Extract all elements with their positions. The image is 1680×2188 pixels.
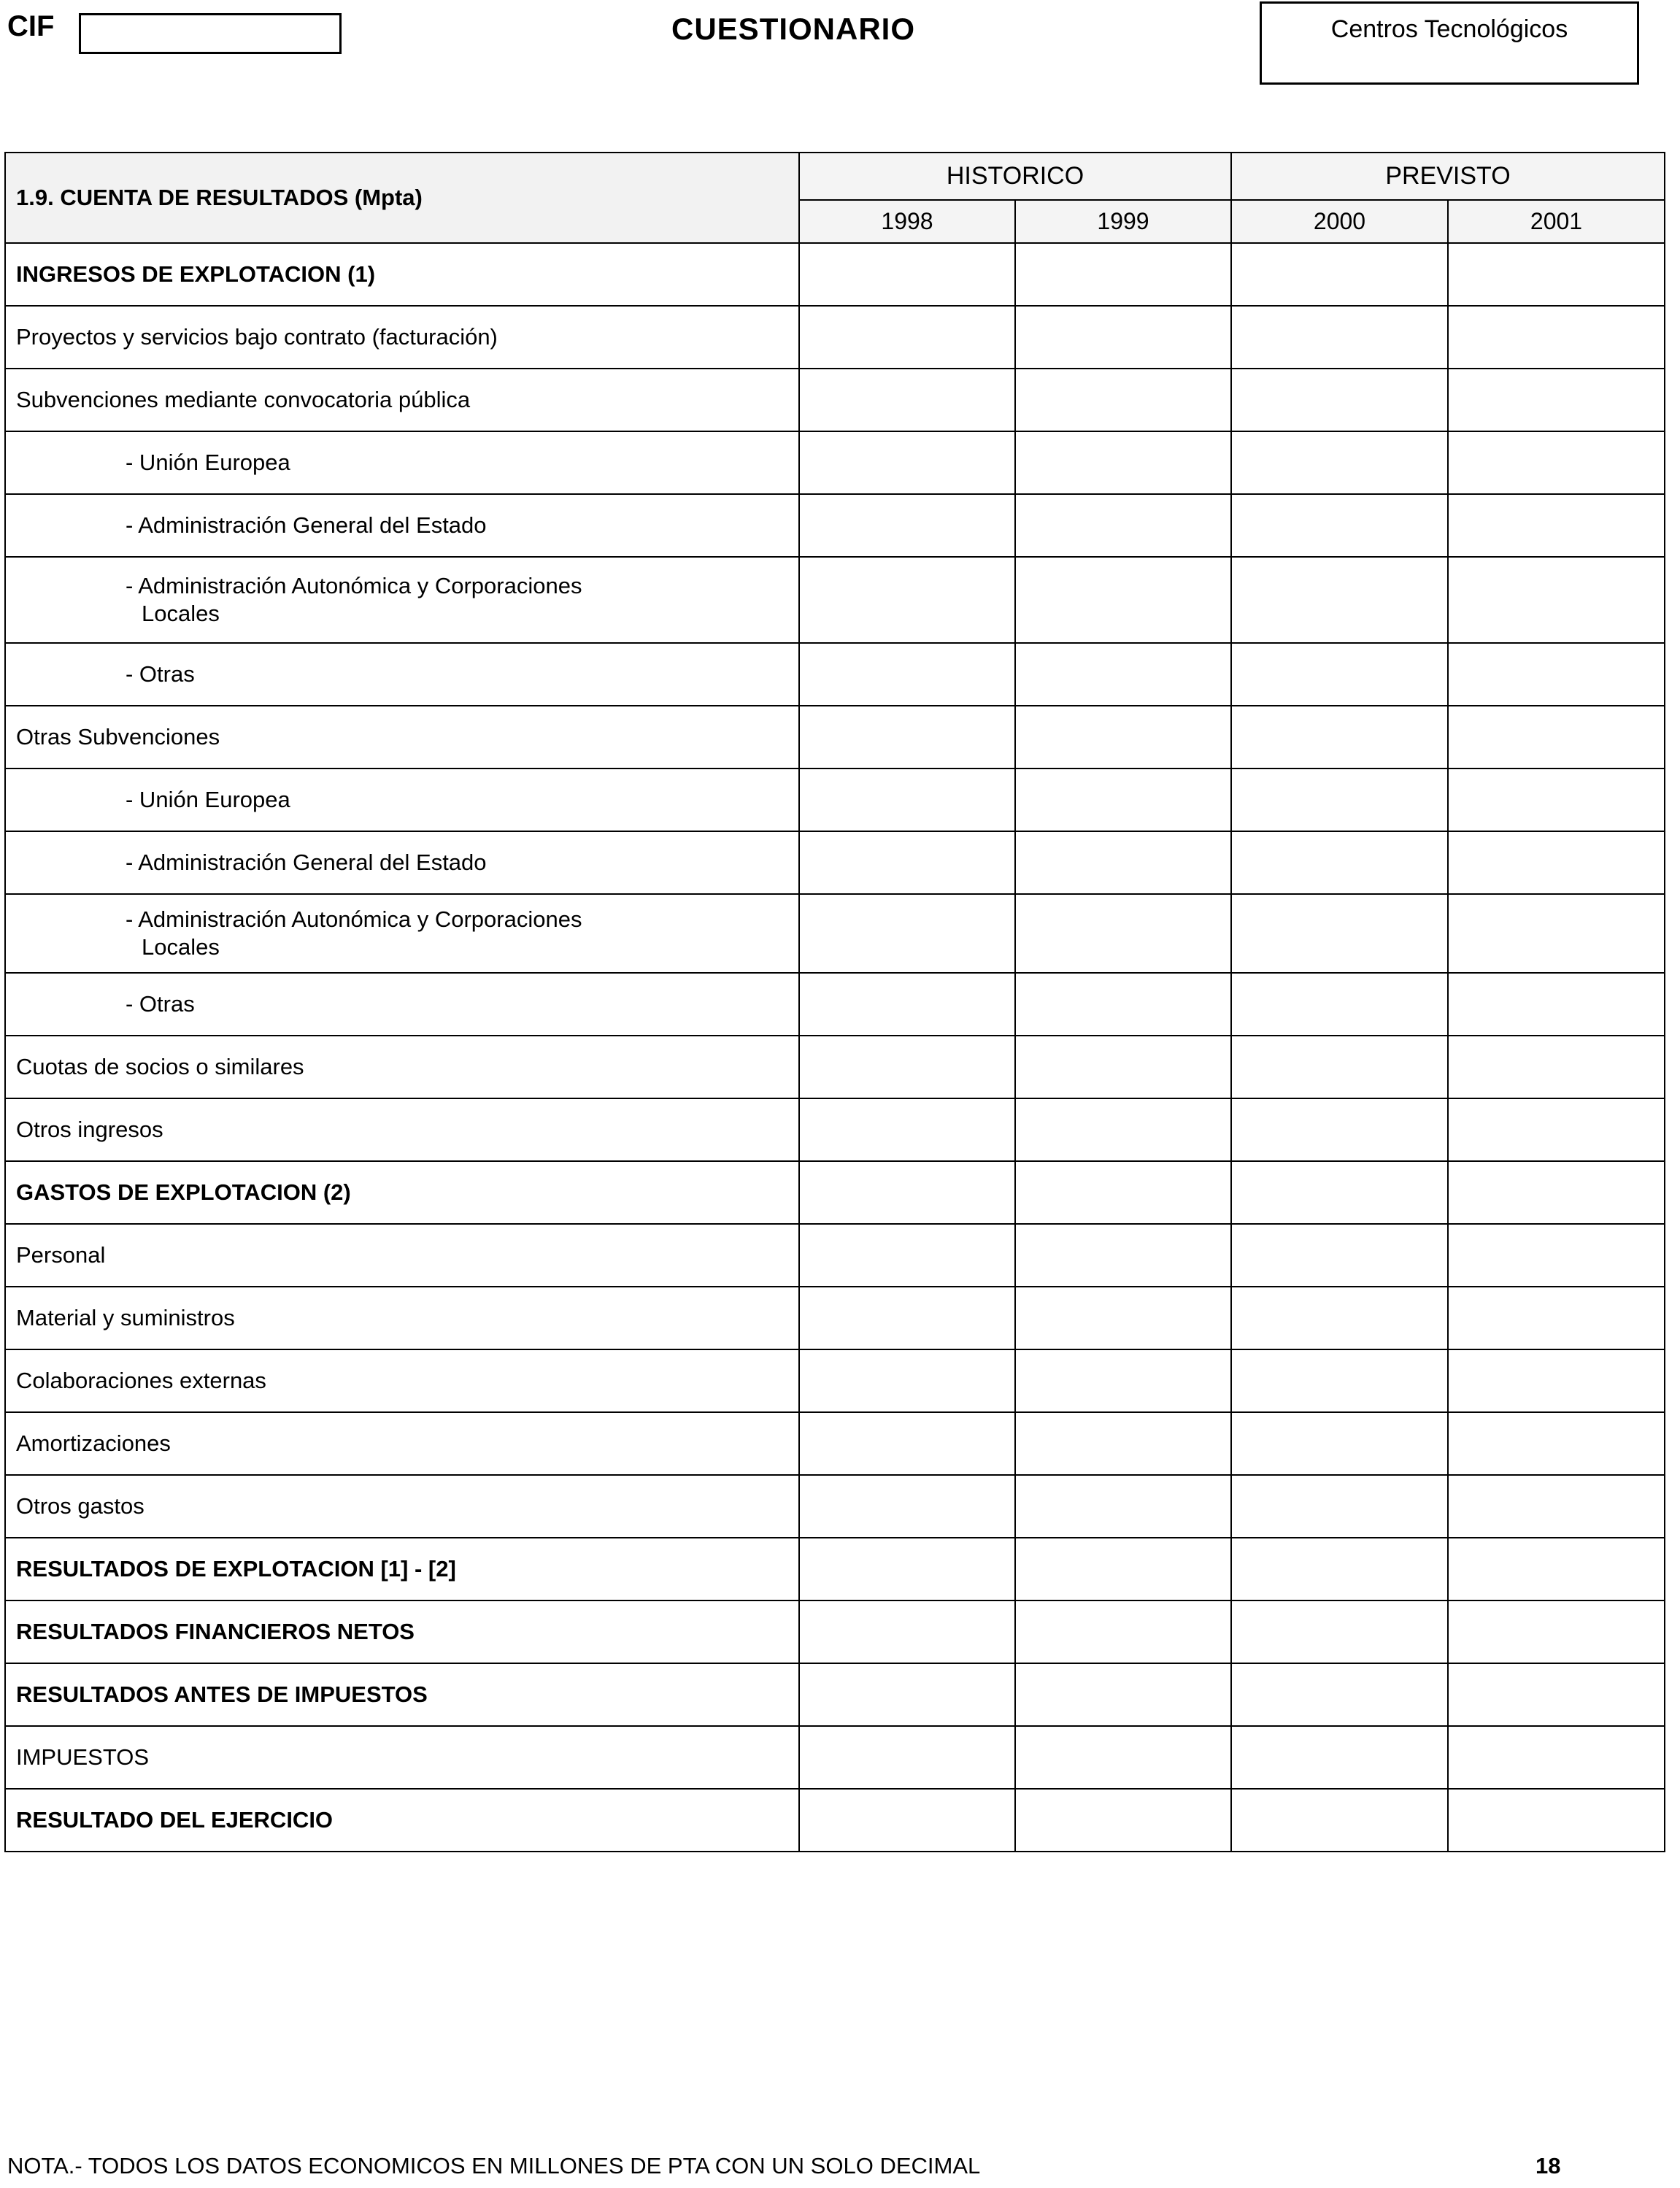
value-cell-2001[interactable]	[1448, 706, 1665, 769]
value-cell-2000[interactable]	[1231, 1726, 1448, 1789]
table-row	[5, 1726, 1665, 1789]
value-cell-2001[interactable]	[1448, 894, 1665, 973]
year-header: 1999	[1015, 200, 1231, 243]
value-cell-1998[interactable]	[799, 973, 1015, 1036]
value-cell-2001[interactable]	[1448, 769, 1665, 831]
value-cell-1998[interactable]	[799, 557, 1015, 643]
row-label	[5, 1663, 799, 1726]
value-cell-1999[interactable]	[1015, 1663, 1231, 1726]
value-cell-1999[interactable]	[1015, 1600, 1231, 1663]
value-cell-1998[interactable]	[799, 1538, 1015, 1600]
row-label	[5, 769, 799, 831]
table-row	[5, 1475, 1665, 1538]
value-cell-1998[interactable]	[799, 1161, 1015, 1224]
value-cell-1998[interactable]	[799, 1098, 1015, 1161]
row-label-text: RESULTADOS DE EXPLOTACION [1] - [2]	[16, 1556, 456, 1582]
row-label	[5, 306, 799, 369]
table-row	[5, 769, 1665, 831]
table-row	[5, 1036, 1665, 1098]
value-cell-1999[interactable]	[1015, 973, 1231, 1036]
value-cell-1998[interactable]	[799, 1036, 1015, 1098]
row-label	[5, 1412, 799, 1475]
row-label-text: Material y suministros	[16, 1305, 235, 1330]
value-cell-1999[interactable]	[1015, 1224, 1231, 1287]
value-cell-1999[interactable]	[1015, 894, 1231, 973]
value-cell-2001[interactable]	[1448, 1538, 1665, 1600]
row-label-text: Otras Subvenciones	[16, 724, 220, 750]
category-box: Centros Tecnológicos	[1260, 1, 1639, 85]
row-label	[5, 1538, 799, 1600]
row-label	[5, 1726, 799, 1789]
value-cell-2001[interactable]	[1448, 1036, 1665, 1098]
row-label-text: - Administración Autonómica y Corporaciones	[126, 573, 582, 598]
row-label	[5, 369, 799, 431]
value-cell-1998[interactable]	[799, 769, 1015, 831]
row-label-text: Otros ingresos	[16, 1117, 163, 1142]
value-cell-1999[interactable]	[1015, 1475, 1231, 1538]
value-cell-1998[interactable]	[799, 1412, 1015, 1475]
value-cell-2001[interactable]	[1448, 1224, 1665, 1287]
year-header: 1998	[799, 200, 1015, 243]
value-cell-1999[interactable]	[1015, 1412, 1231, 1475]
row-label-text: Amortizaciones	[16, 1430, 171, 1456]
row-label-text: - Otras	[126, 991, 195, 1017]
table-row	[5, 973, 1665, 1036]
table-row	[5, 369, 1665, 431]
table-row	[5, 494, 1665, 557]
value-cell-1998[interactable]	[799, 1600, 1015, 1663]
value-cell-2001[interactable]	[1448, 1789, 1665, 1852]
value-cell-2000[interactable]	[1231, 769, 1448, 831]
value-cell-1999[interactable]	[1015, 243, 1231, 306]
table-row	[5, 306, 1665, 369]
value-cell-2001[interactable]	[1448, 1412, 1665, 1475]
footnote: NOTA.- TODOS LOS DATOS ECONOMICOS EN MILLONES DE PTA CON UN SOLO DECIMAL	[7, 2153, 981, 2179]
value-cell-2001[interactable]	[1448, 831, 1665, 894]
table-row	[5, 1287, 1665, 1349]
row-label	[5, 431, 799, 494]
row-label-text: Personal	[16, 1242, 106, 1268]
value-cell-2000[interactable]	[1231, 1538, 1448, 1600]
value-cell-1999[interactable]	[1015, 431, 1231, 494]
value-cell-2000[interactable]	[1231, 306, 1448, 369]
value-cell-2001[interactable]	[1448, 1663, 1665, 1726]
value-cell-1999[interactable]	[1015, 769, 1231, 831]
value-cell-2001[interactable]	[1448, 1726, 1665, 1789]
row-label-text: - Otras	[126, 661, 195, 687]
results-table	[4, 152, 1665, 1852]
value-cell-1999[interactable]	[1015, 1287, 1231, 1349]
row-label	[5, 1475, 799, 1538]
row-label-text: INGRESOS DE EXPLOTACION (1)	[16, 261, 376, 287]
row-label-text: - Administración General del Estado	[126, 512, 487, 538]
value-cell-2000[interactable]	[1231, 1789, 1448, 1852]
table-row	[5, 1412, 1665, 1475]
value-cell-1998[interactable]	[799, 1663, 1015, 1726]
row-label-text: Colaboraciones externas	[16, 1368, 266, 1393]
value-cell-2000[interactable]	[1231, 894, 1448, 973]
row-label	[5, 706, 799, 769]
table-row	[5, 243, 1665, 306]
value-cell-1998[interactable]	[799, 1789, 1015, 1852]
table-row	[5, 643, 1665, 706]
section-title: 1.9. CUENTA DE RESULTADOS (Mpta)	[5, 153, 799, 243]
value-cell-1999[interactable]	[1015, 643, 1231, 706]
table-row	[5, 557, 1665, 643]
value-cell-2000[interactable]	[1231, 643, 1448, 706]
value-cell-1998[interactable]	[799, 243, 1015, 306]
row-label-text: RESULTADOS FINANCIEROS NETOS	[16, 1619, 415, 1644]
row-label-text: RESULTADOS ANTES DE IMPUESTOS	[16, 1682, 428, 1707]
value-cell-1998[interactable]	[799, 1475, 1015, 1538]
value-cell-2001[interactable]	[1448, 494, 1665, 557]
row-label-text: Cuotas de socios o similares	[16, 1054, 304, 1079]
cif-label: CIF	[7, 10, 55, 42]
table-row	[5, 1663, 1665, 1726]
row-label	[5, 894, 799, 973]
row-label	[5, 1600, 799, 1663]
page-number: 18	[1535, 2153, 1561, 2179]
value-cell-1998[interactable]	[799, 369, 1015, 431]
value-cell-2001[interactable]	[1448, 1349, 1665, 1412]
value-cell-1998[interactable]	[799, 643, 1015, 706]
value-cell-1999[interactable]	[1015, 1726, 1231, 1789]
value-cell-2001[interactable]	[1448, 1287, 1665, 1349]
value-cell-1998[interactable]	[799, 894, 1015, 973]
year-header: 2000	[1231, 200, 1448, 243]
value-cell-2001[interactable]	[1448, 557, 1665, 643]
value-cell-1998[interactable]	[799, 1349, 1015, 1412]
value-cell-2001[interactable]	[1448, 369, 1665, 431]
row-label	[5, 243, 799, 306]
value-cell-2000[interactable]	[1231, 831, 1448, 894]
value-cell-2000[interactable]	[1231, 1663, 1448, 1726]
row-label-text: - Administración Autonómica y Corporaciones	[126, 906, 582, 932]
table-row	[5, 1789, 1665, 1852]
row-label-text: Otros gastos	[16, 1493, 145, 1519]
value-cell-1999[interactable]	[1015, 706, 1231, 769]
table-row	[5, 831, 1665, 894]
value-cell-2000[interactable]	[1231, 1600, 1448, 1663]
row-label	[5, 973, 799, 1036]
table-row	[5, 894, 1665, 973]
value-cell-2000[interactable]	[1231, 243, 1448, 306]
row-label	[5, 1789, 799, 1852]
row-label-text: Subvenciones mediante convocatoria pública	[16, 387, 471, 412]
value-cell-2000[interactable]	[1231, 1036, 1448, 1098]
value-cell-1999[interactable]	[1015, 306, 1231, 369]
value-cell-1999[interactable]	[1015, 1161, 1231, 1224]
value-cell-2000[interactable]	[1231, 1287, 1448, 1349]
value-cell-2000[interactable]	[1231, 973, 1448, 1036]
row-label	[5, 643, 799, 706]
year-header: 2001	[1448, 200, 1665, 243]
row-label-continuation: Locales	[142, 601, 220, 626]
table-row	[5, 1538, 1665, 1600]
table-row	[5, 431, 1665, 494]
table-row	[5, 1224, 1665, 1287]
row-label-text: Proyectos y servicios bajo contrato (facturación)	[16, 324, 498, 350]
row-label	[5, 1224, 799, 1287]
value-cell-1998[interactable]	[799, 494, 1015, 557]
value-cell-2001[interactable]	[1448, 1098, 1665, 1161]
value-cell-2000[interactable]	[1231, 557, 1448, 643]
row-label	[5, 1161, 799, 1224]
value-cell-1998[interactable]	[799, 431, 1015, 494]
row-label-text: GASTOS DE EXPLOTACION (2)	[16, 1179, 351, 1205]
value-cell-1999[interactable]	[1015, 1789, 1231, 1852]
row-label	[5, 831, 799, 894]
page-title: CUESTIONARIO	[671, 12, 916, 46]
value-cell-2001[interactable]	[1448, 1475, 1665, 1538]
group-header-previsto: PREVISTO	[1231, 153, 1665, 200]
value-cell-1999[interactable]	[1015, 1036, 1231, 1098]
value-cell-2000[interactable]	[1231, 369, 1448, 431]
value-cell-1998[interactable]	[799, 831, 1015, 894]
row-label	[5, 1287, 799, 1349]
value-cell-1999[interactable]	[1015, 1349, 1231, 1412]
value-cell-2001[interactable]	[1448, 643, 1665, 706]
value-cell-2000[interactable]	[1231, 431, 1448, 494]
value-cell-2001[interactable]	[1448, 973, 1665, 1036]
group-header-historico: HISTORICO	[799, 153, 1231, 200]
value-cell-2001[interactable]	[1448, 1600, 1665, 1663]
value-cell-2000[interactable]	[1231, 1098, 1448, 1161]
value-cell-1998[interactable]	[799, 1726, 1015, 1789]
value-cell-2001[interactable]	[1448, 306, 1665, 369]
value-cell-2000[interactable]	[1231, 706, 1448, 769]
value-cell-1998[interactable]	[799, 306, 1015, 369]
value-cell-1999[interactable]	[1015, 494, 1231, 557]
table-body	[5, 243, 1665, 1852]
value-cell-2000[interactable]	[1231, 1412, 1448, 1475]
table-row	[5, 1600, 1665, 1663]
cif-input[interactable]	[79, 13, 342, 54]
table-row	[5, 1098, 1665, 1161]
value-cell-2001[interactable]	[1448, 243, 1665, 306]
row-label-text: - Unión Europea	[126, 787, 290, 812]
row-label-text: IMPUESTOS	[16, 1744, 150, 1770]
row-label-text: - Unión Europea	[126, 450, 290, 475]
row-label-text: - Administración General del Estado	[126, 850, 487, 875]
value-cell-2000[interactable]	[1231, 1349, 1448, 1412]
table-row	[5, 1349, 1665, 1412]
value-cell-2001[interactable]	[1448, 1161, 1665, 1224]
row-label	[5, 557, 799, 643]
value-cell-2000[interactable]	[1231, 494, 1448, 557]
value-cell-1999[interactable]	[1015, 831, 1231, 894]
value-cell-1999[interactable]	[1015, 1538, 1231, 1600]
value-cell-2000[interactable]	[1231, 1224, 1448, 1287]
row-label	[5, 1349, 799, 1412]
value-cell-2000[interactable]	[1231, 1161, 1448, 1224]
row-label	[5, 494, 799, 557]
row-label	[5, 1098, 799, 1161]
value-cell-1999[interactable]	[1015, 369, 1231, 431]
row-label	[5, 1036, 799, 1098]
value-cell-1998[interactable]	[799, 706, 1015, 769]
table-row	[5, 1161, 1665, 1224]
value-cell-1998[interactable]	[799, 1224, 1015, 1287]
value-cell-2001[interactable]	[1448, 431, 1665, 494]
row-label-text: RESULTADO DEL EJERCICIO	[16, 1807, 334, 1833]
row-label-continuation: Locales	[142, 934, 220, 960]
value-cell-1999[interactable]	[1015, 557, 1231, 643]
value-cell-1998[interactable]	[799, 1287, 1015, 1349]
value-cell-2000[interactable]	[1231, 1475, 1448, 1538]
table-row	[5, 706, 1665, 769]
value-cell-1999[interactable]	[1015, 1098, 1231, 1161]
